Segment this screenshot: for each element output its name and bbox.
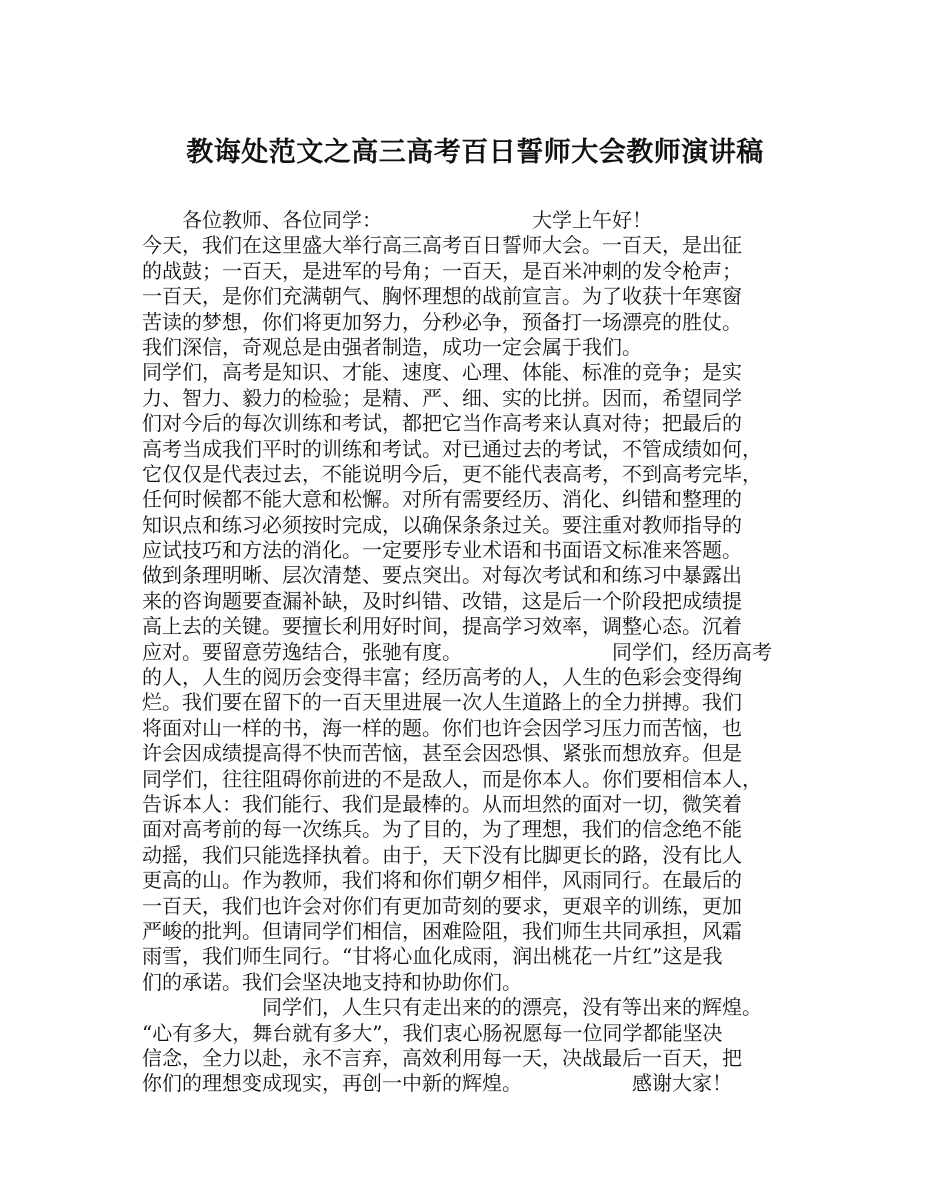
body-line: 动摇，我们只能选择执着。由于，天下没有比脚更长的路，没有比人 [142,842,742,867]
body-line: 一百天，是你们充满朝气、胸怀理想的战前宣言。为了收获十年寒窗 [142,284,742,309]
document-title: 教诲处范文之高三高考百日誓师大会教师演讲稿 [186,137,764,168]
body-line: 烂。我们要在留下的一百天里进展一次人生道路上的全力拼搏。我们 [142,690,742,715]
body-line: 严峻的批判。但请同学们相信，困难险阻，我们师生共同承担，风霜 [142,918,742,943]
body-line: 知识点和练习必须按时完成，以确保条条过关。要注重对教师指导的 [142,512,742,537]
body-line: 同学们，人生只有走出来的的漂亮，没有等出来的辉煌。 [142,995,762,1020]
body-line: 今天，我们在这里盛大举行高三高考百日誓师大会。一百天，是出征 [142,233,742,258]
speech-body [142,208,822,1097]
body-line: 高考当成我们平时的训练和考试。对已通过去的考试，不管成绩如何， [142,436,762,461]
body-line: 力、智力、毅力的检验；是精、严、细、实的比拼。因而，希望同学 [142,385,742,410]
body-line: 我们深信，奇观总是由强者制造，成功一定会属于我们。 [142,334,642,359]
body-line: 高上去的关键。要擅长利用好时间，提高学习效率，调整心态。沉着 [142,614,742,639]
body-line: 你们的理想变成现实，再创一中新的辉煌。 感谢大家！ [142,1071,732,1096]
body-line: 雨雪，我们师生同行。“甘将心血化成雨，润出桃花一片红”这是我 [142,944,723,969]
body-line: 的战鼓；一百天，是进军的号角；一百天，是百米冲刺的发令枪声； [142,258,742,283]
body-line: 应试技巧和方法的消化。一定要彤专业术语和书面语文标准来答题。 [142,538,742,563]
body-line: 信念，全力以赴，永不言弃，高效利用每一天，决战最后一百天，把 [142,1045,742,1070]
body-line: 们对今后的每次训练和考试，都把它当作高考来认真对待；把最后的 [142,411,742,436]
body-line: 它仅仅是代表过去，不能说明今后，更不能代表高考，不到高考完毕， [142,461,762,486]
body-line: 各位教师、各位同学： 大学上午好！ [142,208,652,232]
body-line: 一百天，我们也许会对你们有更加苛刻的要求，更艰辛的训练，更加 [142,893,742,918]
body-line: 任何时候都不能大意和松懈。对所有需要经历、消化、纠错和整理的 [142,487,742,512]
body-line: 面对高考前的每一次练兵。为了目的，为了理想，我们的信念绝不能 [142,817,742,842]
body-line: 告诉本人：我们能行、我们是最棒的。从而坦然的面对一切，微笑着 [142,791,742,816]
body-line: 将面对山一样的书，海一样的题。你们也许会因学习压力而苦恼，也 [142,715,742,740]
body-line: 许会因成绩提高得不快而苦恼，甚至会因恐惧、紧张而想放弃。但是 [142,741,742,766]
body-line: “心有多大，舞台就有多大”，我们衷心肠祝愿每一位同学都能坚决 [142,1020,723,1045]
body-line: 更高的山。作为教师，我们将和你们朝夕相伴，风雨同行。在最后的 [142,868,742,893]
body-line: 同学们，往往阻碍你前进的不是敌人，而是你本人。你们要相信本人， [142,766,762,791]
body-line: 苦读的梦想，你们将更加努力，分秒必争，预备打一场漂亮的胜仗。 [142,309,742,334]
body-line: 的人，人生的阅历会变得丰富；经历高考的人，人生的色彩会变得绚 [142,665,742,690]
body-line: 同学们，高考是知识、才能、速度、心理、体能、标准的竞争；是实 [142,360,742,385]
body-line: 们的承诺。我们会坚决地支持和协助你们。 [142,969,522,994]
body-line: 来的咨询题要查漏补缺，及时纠错、改错，这是后一个阶段把成绩提 [142,588,742,613]
body-line: 应对。要留意劳逸结合，张驰有度。 同学们，经历高考 [142,639,772,664]
body-line: 做到条理明晰、层次清楚、要点突出。对每次考试和和练习中暴露出 [142,563,742,588]
